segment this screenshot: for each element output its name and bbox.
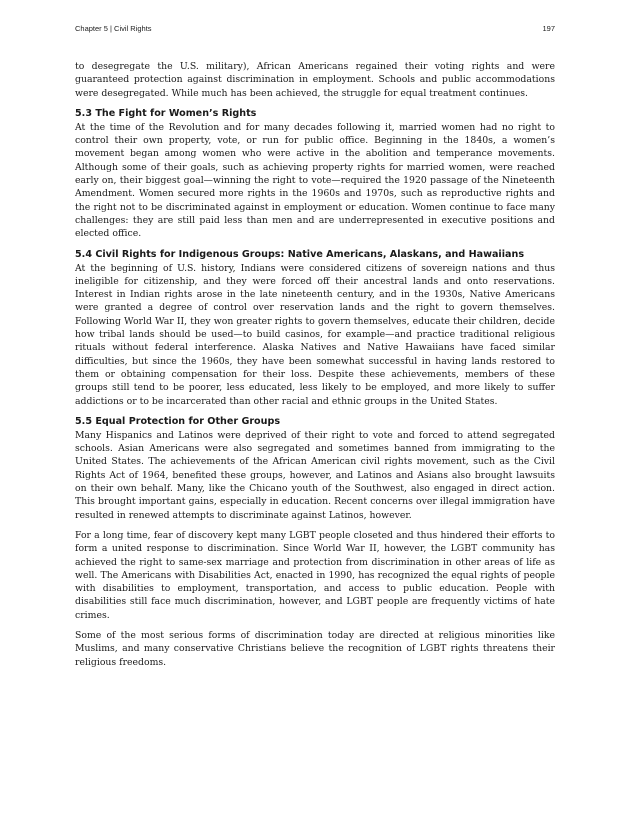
running-header xyxy=(75,24,555,36)
section-paragraph: Some of the most serious forms of discrimination today are directed at religious minorities like Muslims, and many conservative Christians believe the recognition of LGBT rights threatens their religious freedoms. xyxy=(75,629,555,668)
section-indigenous-rights xyxy=(75,248,555,408)
section-heading: 5.3 The Fight for Women’s Rights xyxy=(75,107,257,119)
section-paragraph: Many Hispanics and Latinos were deprived of their right to vote and forced to attend segregated schools. Asian Americans were also segregated and sometimes banned from immigrating to the United States. The achievements of the African American civil rights movement, such as the Civil Rights Act of 1964, benefited these groups, however, and Latinos and Asians also brought lawsuits on their own behalf. Many, like the Chicano youth of the Southwest, also engaged in direct action. This brought important gains, especially in education. Recent concerns over illegal immigration have resulted in renewed attempts to discriminate against Latinos, however. xyxy=(75,429,555,521)
intro-paragraph: to desegregate the U.S. military), African Americans regained their voting rights and were guaranteed protection against discrimination in employment. Schools and public accommodations were desegregated. While much has been achieved, the struggle for equal treatment continues. xyxy=(75,61,555,99)
chapter-title: Chapter 5 | Civil Rights xyxy=(75,24,152,33)
section-other-groups xyxy=(75,415,555,669)
section-paragraph: For a long time, fear of discovery kept many LGBT people closeted and thus hindered their efforts to form a united response to discrimination. Since World War II, however, the LGBT community has achieved the right to same-sex marriage and protection from discrimination in other areas of life as well. The Americans with Disabilities Act, enacted in 1990, has recognized the equal rights of people with disabilities to employment, transportation, and access to public education. People with disabilities still face much discrimination, however, and LGBT people are frequently victims of hate crimes. xyxy=(75,529,555,621)
section-women-rights xyxy=(75,107,555,241)
section-paragraph: At the time of the Revolution and for many decades following it, married women had no right to control their own property, vote, or run for public office. Beginning in the 1840s, a women’s movement began among women who were active in the abolition and temperance movements. Although some of their goals, such as achieving property rights for married women, were reached early on, their biggest goal—winning the right to vote—required the 1920 passage of the Nineteenth Amendment. Women secured more rights in the 1960s and 1970s, such as reproductive rights and the right not to be discriminated against in employment or education. Women continue to face many challenges: they are still paid less than men and are underrepresented in executive positions and elected office. xyxy=(75,121,555,240)
section-heading: 5.5 Equal Protection for Other Groups xyxy=(75,415,281,427)
section-paragraph: At the beginning of U.S. history, Indians were considered citizens of sovereign nations and thus ineligible for citizenship, and they were forced off their ancestral lands and onto reservations. Interest in Indian rights arose in the late nineteenth century, and in the 1930s, Native Americans were granted a degree of control over reservation lands and the right to govern themselves. Following World War II, they won greater rights to govern themselves, educate their children, decide how tribal lands should be used—to build casinos, for example—and practice traditional religious rituals without federal interference. Alaska Natives and Native Hawaiians have faced similar difficulties, but since the 1960s, they have been somewhat successful in having lands restored to them or obtaining compensation for their loss. Despite these achievements, members of these groups still tend to be poorer, less educated, less likely to be employed, and more likely to suffer addictions or to be incarcerated than other racial and ethnic groups in the United States. xyxy=(75,262,555,407)
section-heading: 5.4 Civil Rights for Indigenous Groups: Native Americans, Alaskans, and Hawaiians xyxy=(75,248,525,260)
page-number: 197 xyxy=(542,24,555,33)
body-text xyxy=(75,60,555,676)
